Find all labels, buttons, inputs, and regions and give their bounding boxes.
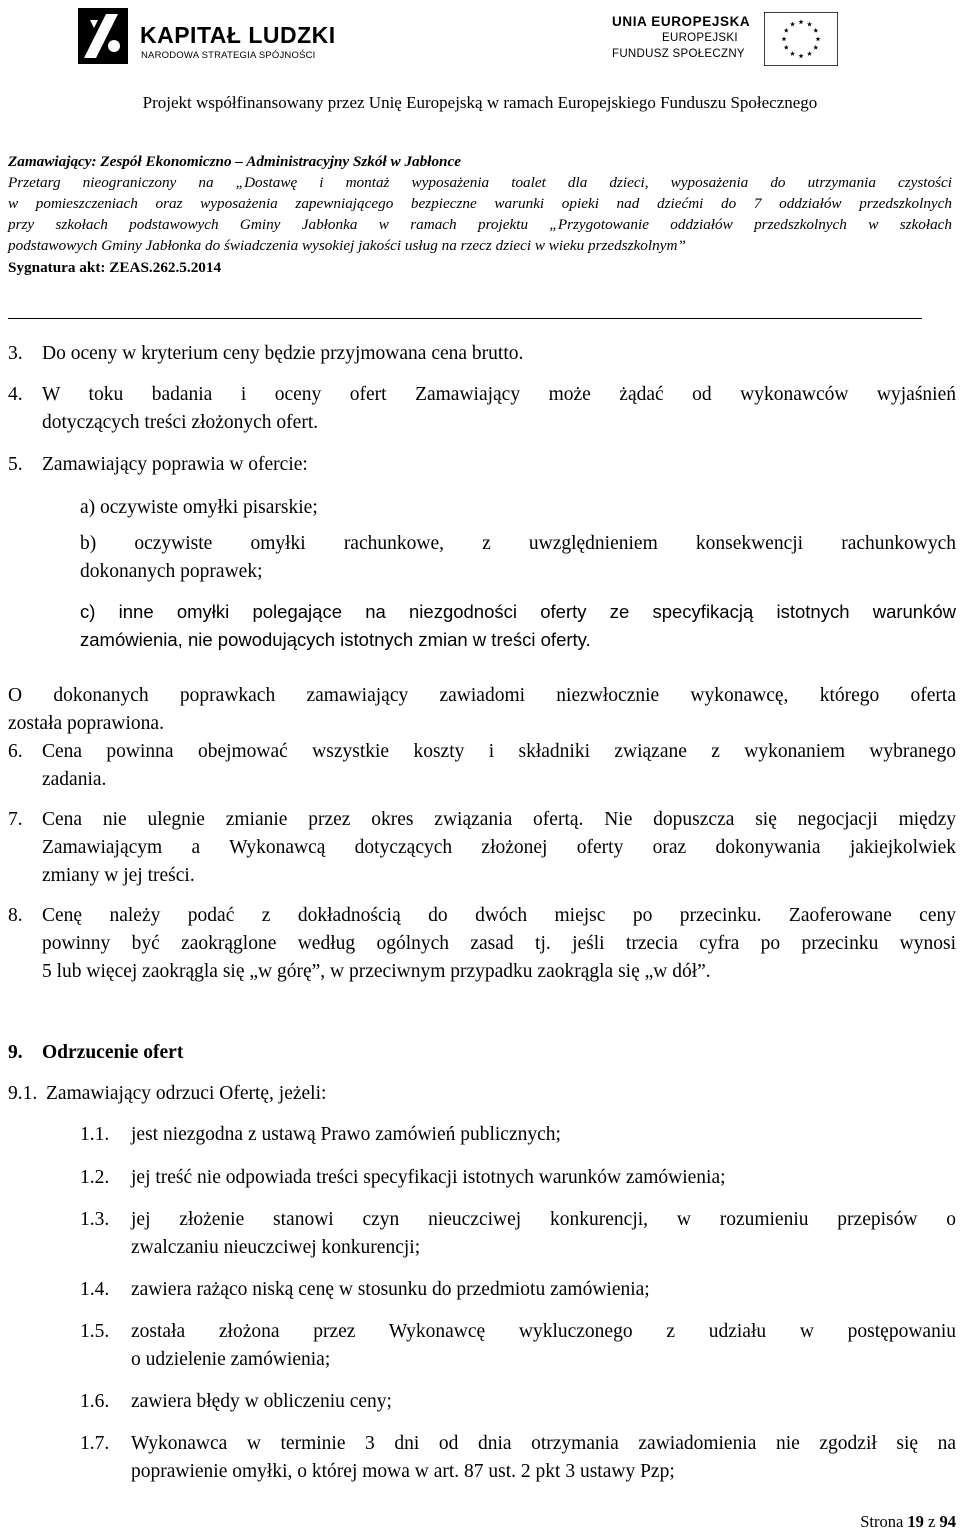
tender-line-2: w pomieszczeniach oraz wyposażenia zapewniającego bezpieczne warunki opieki nad dziećmi do 7 oddziałów przedszkolnych bbox=[8, 195, 952, 212]
point-3-number: 3. bbox=[8, 343, 23, 364]
page-separator: z bbox=[928, 1512, 936, 1531]
item-1-2-text: jej treść nie odpowiada treści specyfikacji istotnych warunków zamówienia; bbox=[131, 1167, 726, 1188]
point-5-note-line-1: O dokonanych poprawkach zamawiający zawiadomi niezwłocznie wykonawcę, którego oferta bbox=[8, 685, 956, 706]
point-8-line-1: Cenę należy podać z dokładnością do dwóch miejsc po przecinku. Zaoferowane ceny bbox=[42, 905, 956, 926]
kapital-ludzki-subtitle: NARODOWA STRATEGIA SPÓJNOŚCI bbox=[141, 50, 316, 61]
point-9-1-text: Zamawiający odrzuci Ofertę, jeżeli: bbox=[46, 1083, 327, 1104]
eu-logo-line2: EUROPEJSKI bbox=[662, 32, 738, 44]
point-5-text: Zamawiający poprawia w ofercie: bbox=[42, 454, 308, 475]
point-5c-line-2: zamówienia, nie powodujących istotnych zmian w treści oferty. bbox=[80, 629, 591, 650]
point-7-line-3: zmiany w jej treści. bbox=[42, 865, 195, 886]
point-4-line-2: dotyczących treści złożonych ofert. bbox=[42, 412, 319, 433]
item-1-6-number: 1.6. bbox=[80, 1391, 110, 1412]
project-cofinancing-line: Projekt współfinansowany przez Unię Europejską w ramach Europejskiego Funduszu Społecznego bbox=[142, 93, 818, 112]
eu-logo-line1: UNIA EUROPEJSKA bbox=[612, 14, 751, 29]
item-1-6-text: zawiera błędy w obliczeniu ceny; bbox=[131, 1391, 392, 1412]
point-5a-text: a) oczywiste omyłki pisarskie; bbox=[80, 497, 318, 518]
point-9-number: 9. bbox=[8, 1042, 23, 1063]
item-1-3-line-1: jej złożenie stanowi czyn nieuczciwej konkurencji, w rozumieniu przepisów o bbox=[131, 1209, 956, 1230]
point-5b-line-1: b) oczywiste omyłki rachunkowe, z uwzględnieniem konsekwencji rachunkowych bbox=[80, 533, 956, 554]
item-1-4-text: zawiera rażąco niską cenę w stosunku do przedmiotu zamówienia; bbox=[131, 1279, 650, 1300]
point-5c-line-1: c) inne omyłki polegające na niezgodności oferty ze specyfikacją istotnych warunków bbox=[80, 601, 956, 622]
tender-line-4: podstawowych Gminy Jabłonka do świadczenia wysokiej jakości usług na rzecz dzieci w wieku przedszkolnym” bbox=[8, 237, 686, 254]
point-6-line-2: zadania. bbox=[42, 769, 107, 790]
page-total: 94 bbox=[939, 1512, 956, 1531]
item-1-5-number: 1.5. bbox=[80, 1321, 110, 1342]
item-1-1-text: jest niezgodna z ustawą Prawo zamówień publicznych; bbox=[131, 1124, 561, 1145]
item-1-5-line-1: została złożona przez Wykonawcę wykluczonego z udziału w postępowaniu bbox=[131, 1321, 956, 1342]
page-current: 19 bbox=[907, 1512, 924, 1531]
point-7-line-1: Cena nie ulegnie zmianie przez okres związania ofertą. Nie dopuszcza się negocjacji między bbox=[42, 809, 956, 830]
eu-flag-icon bbox=[764, 12, 838, 66]
item-1-2-number: 1.2. bbox=[80, 1167, 110, 1188]
point-8-line-2: powinny być zaokrąglone według ogólnych zasad tj. jeśli trzecia cyfra po przecinku wynosi bbox=[42, 933, 956, 954]
point-4-line-1: W toku badania i oceny ofert Zamawiający może żądać od wykonawców wyjaśnień bbox=[42, 384, 956, 405]
tender-line-3: przy szkołach podstawowych Gminy Jabłonka w ramach projektu „Przygotowanie oddziałów przedszkolnych w szkołach bbox=[8, 216, 952, 233]
header-divider bbox=[8, 318, 922, 319]
point-9-1-number: 9.1. bbox=[8, 1083, 38, 1104]
orderer-line: Zamawiający: Zespół Ekonomiczno – Administracyjny Szkół w Jabłonce bbox=[8, 153, 461, 170]
kapital-ludzki-title: KAPITAŁ LUDZKI bbox=[140, 22, 336, 48]
point-7-number: 7. bbox=[8, 809, 23, 830]
eu-logo bbox=[612, 12, 838, 68]
case-signature: Sygnatura akt: ZEAS.262.5.2014 bbox=[8, 259, 222, 276]
page-number bbox=[860, 1512, 956, 1532]
point-8-line-3: 5 lub więcej zaokrągla się „w górę”, w przeciwnym przypadku zaokrągla się „w dół”. bbox=[42, 961, 711, 982]
item-1-5-line-2: o udzielenie zamówienia; bbox=[131, 1349, 331, 1370]
eu-logo-line3: FUNDUSZ SPOŁECZNY bbox=[612, 48, 745, 60]
point-4-number: 4. bbox=[8, 384, 23, 405]
point-7-line-2: Zamawiającym a Wykonawcą dotyczących złożonej oferty oraz dokonywania jakiejkolwiek bbox=[42, 837, 956, 858]
point-3-text: Do oceny w kryterium ceny będzie przyjmowana cena brutto. bbox=[42, 343, 524, 364]
tender-line-1: Przetarg nieograniczony na „Dostawę i montaż wyposażenia toalet dla dzieci, wyposażenia do utrzymania czystości bbox=[8, 174, 952, 191]
point-6-line-1: Cena powinna obejmować wszystkie koszty i składniki związane z wykonaniem wybranego bbox=[42, 741, 956, 762]
point-6-number: 6. bbox=[8, 741, 23, 762]
kapital-ludzki-logo bbox=[78, 6, 340, 72]
page-label: Strona bbox=[860, 1512, 904, 1531]
point-5-number: 5. bbox=[8, 454, 23, 475]
point-9-title: Odrzucenie ofert bbox=[42, 1042, 184, 1063]
point-8-number: 8. bbox=[8, 905, 23, 926]
item-1-3-number: 1.3. bbox=[80, 1209, 110, 1230]
item-1-1-number: 1.1. bbox=[80, 1124, 110, 1145]
item-1-4-number: 1.4. bbox=[80, 1279, 110, 1300]
item-1-7-number: 1.7. bbox=[80, 1433, 110, 1454]
item-1-3-line-2: zwalczaniu nieuczciwej konkurencji; bbox=[131, 1237, 421, 1258]
item-1-7-line-2: poprawienie omyłki, o której mowa w art. 87 ust. 2 pkt 3 ustawy Pzp; bbox=[131, 1461, 675, 1482]
point-5-note-line-2: została poprawiona. bbox=[8, 713, 164, 734]
point-5b-line-2: dokonanych poprawek; bbox=[80, 561, 263, 582]
item-1-7-line-1: Wykonawca w terminie 3 dni od dnia otrzymania zawiadomienia nie zgodził się na bbox=[131, 1433, 956, 1454]
